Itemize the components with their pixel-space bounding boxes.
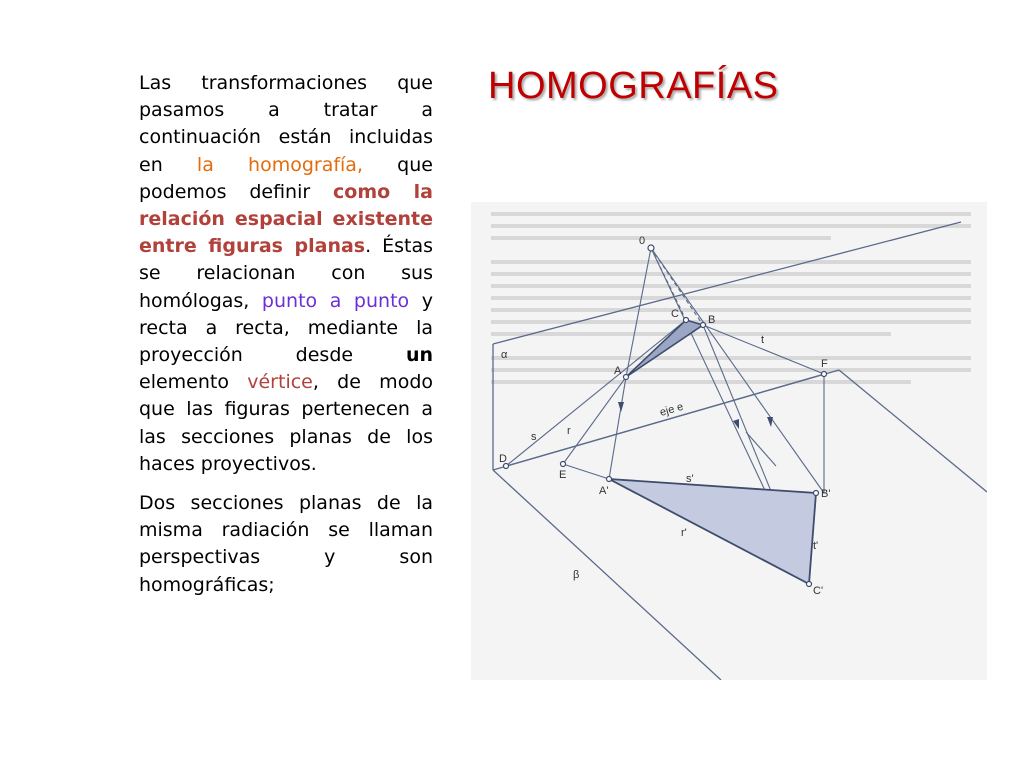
homography-diagram (471, 202, 987, 680)
label-b-prime: B' (821, 488, 831, 500)
paragraph-perspectivas: Dos secciones planas de la misma radiación se llaman perspectivas y son homográficas; (139, 492, 433, 596)
label-vertex: 0 (639, 235, 646, 247)
label-d: D (499, 453, 507, 465)
plane-alpha (493, 222, 961, 470)
highlight-homografia: la homografía, (196, 153, 363, 176)
label-t-prime: t' (813, 540, 819, 552)
label-c: C (671, 308, 679, 320)
faint-background-text (491, 214, 971, 382)
label-s-prime: s' (686, 473, 694, 485)
label-beta: β (573, 569, 580, 581)
label-f: F (821, 358, 828, 370)
highlight-vertice: vértice (247, 371, 313, 394)
label-a-prime: A' (599, 485, 609, 497)
label-alpha: α (501, 349, 508, 361)
label-b: B (708, 314, 716, 326)
text-segment: , de modo que las figuras pertenecen a las secciones planas de los haces proyectivos. (139, 371, 434, 475)
paragraph-definition (139, 70, 433, 478)
slide-title: HOMOGRAFÍAS (488, 65, 779, 107)
label-c-prime: C' (813, 585, 824, 597)
label-r: r (567, 425, 571, 437)
text-segment: . Éstas se relacionan con sus homólogas, (139, 235, 433, 312)
label-t: t (761, 334, 765, 346)
label-a: A (614, 365, 622, 377)
highlight-definition: como la relación espacial existente entre figuras planas (139, 180, 433, 258)
text-segment: que podemos definir (139, 153, 433, 203)
highlight-un: un (405, 344, 433, 367)
triangle-a2b2c2 (609, 479, 819, 584)
label-e: E (559, 469, 567, 481)
text-segment: elemento (139, 371, 248, 394)
homography-figure (471, 202, 987, 680)
body-text (139, 70, 433, 599)
label-axis: eje e (658, 400, 685, 419)
label-s: s (531, 431, 537, 443)
ray-arrows (618, 402, 773, 429)
label-r-prime: r' (681, 527, 687, 539)
text-segment: Las transformaciones que pasamos a tratar a continuación están incluidas en (139, 72, 433, 176)
text-segment: y recta a recta, mediante la proyección desde (139, 289, 433, 367)
highlight-punto-a-punto: punto a punto (261, 289, 410, 312)
